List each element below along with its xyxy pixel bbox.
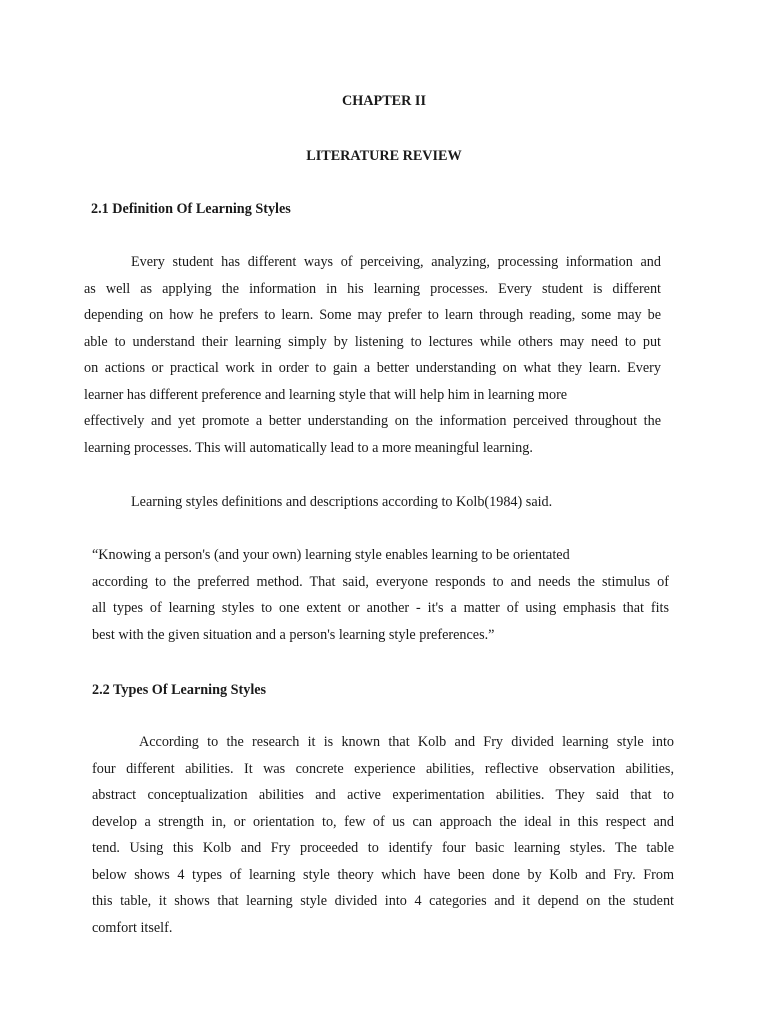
paragraph-line: According to the research it is known that Kolb and Fry divided learning style into xyxy=(139,734,674,750)
quote-line: according to the preferred method. That said, everyone responds to and needs the stimulus of xyxy=(92,573,669,590)
paragraph-line: below shows 4 types of learning style theory which have been done by Kolb and Fry. From xyxy=(92,866,674,883)
paragraph-line: four different abilities. It was concrete experience abilities, reflective observation abilities, xyxy=(92,760,674,777)
quote-line: all types of learning styles to one extent or another - it's a matter of using emphasis that fits xyxy=(92,600,669,616)
chapter-title: CHAPTER II xyxy=(342,93,426,109)
paragraph-line: this table, it shows that learning style divided into 4 categories and it depend on the student xyxy=(92,893,674,909)
paragraph-types xyxy=(92,729,674,941)
heading-2-1: 2.1 Definition Of Learning Styles xyxy=(91,201,291,217)
paragraph-line: tend. Using this Kolb and Fry proceeded to identify four basic learning styles. The table xyxy=(92,840,674,856)
paragraph-line: learning processes. This will automatically lead to a more meaningful learning. xyxy=(84,439,533,456)
heading-2-2: 2.2 Types Of Learning Styles xyxy=(92,682,267,698)
paragraph-line: on actions or practical work in order to gain a better understanding on what they learn. Every xyxy=(84,360,661,376)
section-title: LITERATURE REVIEW xyxy=(306,148,462,164)
kolb-quote xyxy=(92,542,669,648)
quote-line: best with the given situation and a person's learning style preferences.” xyxy=(92,626,495,643)
paragraph-line: abstract conceptualization abilities and active experimentation abilities. They said that to xyxy=(92,787,674,803)
paragraph-line: Every student has different ways of perceiving, analyzing, processing information and xyxy=(131,254,661,270)
kolb-intro-text: Learning styles definitions and descriptions according to Kolb(1984) said. xyxy=(131,494,553,510)
paragraph-line: learner has different preference and learning style that will help him in learning more xyxy=(84,386,568,403)
paragraph-definition xyxy=(84,249,661,461)
paragraph-line: comfort itself. xyxy=(92,919,173,936)
paragraph-line: develop a strength in, or orientation to, few of us can approach the ideal in this respect and xyxy=(92,813,674,830)
kolb-intro xyxy=(131,489,552,516)
paragraph-line: depending on how he prefers to learn. Some may prefer to learn through reading, some may be xyxy=(84,307,661,323)
paragraph-line: effectively and yet promote a better understanding on the information perceived throughout the xyxy=(84,413,661,429)
paragraph-line: able to understand their learning simply by listening to lectures while others may need to put xyxy=(84,333,661,350)
paragraph-line: as well as applying the information in his learning processes. Every student is different xyxy=(84,280,661,297)
quote-line: “Knowing a person's (and your own) learning style enables learning to be orientated xyxy=(92,547,570,563)
